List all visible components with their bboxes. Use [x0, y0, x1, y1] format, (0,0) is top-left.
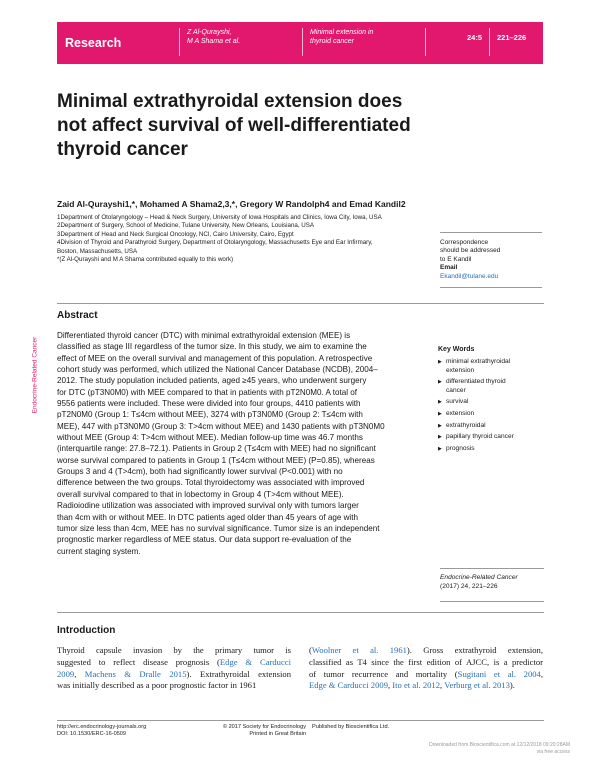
keyword-item: ▶ differentiated thyroid cancer	[438, 378, 546, 395]
keywords-list	[438, 358, 546, 456]
keywords-heading: Key Words	[438, 346, 475, 353]
reference-link[interactable]: Machens & Dralle 2015	[84, 668, 187, 679]
intro-line: (Woolner et al. 1961). Gross extrathyroid extension,	[309, 645, 543, 655]
keyword-item: ▶ prognosis	[438, 445, 546, 454]
keyword-item: ▶ minimal extrathyroidal extension	[438, 358, 546, 375]
journal-url[interactable]: http://erc.endocrinology-journals.org	[57, 724, 147, 730]
intro-line: suggested to reflect disease prognosis (Edge & Carducci	[57, 656, 291, 667]
header-authors: Z Al-Qurayshi, M A Shama et al.	[187, 29, 241, 45]
abstract-line: Differentiated thyroid cancer (DTC) with minimal extrathyroidal extension (MEE) is	[57, 331, 351, 340]
keyword-item: ▶ extrathyroidal	[438, 422, 546, 431]
abstract-line: MEE), 447 with pT3N0M0 (Group 3: T>4cm without MEE) and 1430 patients with pT3N0M0	[57, 421, 385, 431]
abstract-heading: Abstract	[57, 310, 98, 321]
header-divider	[302, 28, 303, 56]
intro-line: Edge & Carducci 2009, Ito et al. 2012, Verburg et al. 2013).	[309, 680, 515, 691]
side-journal-label: Endocrine-Related Cancer	[31, 336, 39, 414]
abstract-text	[57, 330, 427, 557]
abstract-line: Radioiodine utilization was associated with improved survival only with tumors larger	[57, 501, 359, 511]
abstract-line: 2012. The study population included patients, aged ≥45 years, who underwent surgery	[57, 376, 367, 386]
abstract-line: tumor size less than 4cm, MEE has no survival significance. Tumor size is an independent	[57, 523, 380, 533]
abstract-line: worse survival compared to patients in Group 1 (T≤4cm without MEE) (P=0.85), whereas	[57, 455, 375, 465]
abstract-line: 9556 patients were included. These were divided into four groups, 4410 patients with	[57, 399, 361, 409]
header-divider	[179, 28, 180, 56]
intro-line: classified as T4 since the first edition of AJCC, is a predictor	[309, 656, 543, 667]
abstract-line: current staging system.	[57, 546, 141, 556]
header-divider	[425, 28, 426, 56]
abstract-line: than 4cm with or without MEE. In DTC patients aged older than 45 years of age with	[57, 512, 358, 522]
page-range: 221–226	[497, 33, 527, 42]
header-divider	[489, 28, 490, 56]
footer-publisher: Published by Bioscientifica Ltd.	[312, 724, 390, 730]
intro-right-column	[309, 645, 543, 692]
email-link[interactable]: Ekandil@tulane.edu	[440, 272, 499, 280]
abstract-line: classified as stage III regardless of the tumor size. In this study, we aim to examine the	[57, 342, 367, 352]
affiliations: 1Department of Otolaryngology – Head & Neck Surgery, University of Iowa Hospitals and Clinics, Iowa City, Iowa, USA 2Department of Surgery, School of Medicine, Tulane University, New Orleans, Louisiana, USA 3Department of Head and Neck Surgical Oncology, NCI, Cairo University, Cairo, Egypt 4Division of Thyroid and Parathyroid Surgery, Department of Otolaryngology, Massachusetts Eye and Ear Infirmary, Boston, Massachusetts, USA *(Z Al-Qurayshi and M A Shama contributed equally to this work)	[57, 214, 382, 264]
journal-header-bar	[57, 22, 543, 64]
intro-line: 2009, Machens & Dralle 2015). Extrathyroidal extension	[57, 668, 291, 679]
citation-box: Endocrine-Related Cancer (2017) 24, 221–226	[440, 568, 544, 602]
reference-link[interactable]: Verburg et al. 2013	[444, 680, 510, 691]
abstract-line: without MEE (Group 4: T>4cm without MEE). Median follow-up time was 46.7 months	[57, 433, 363, 443]
footer-divider	[57, 720, 544, 721]
intro-line: was initially described as a poor prognostic factor in 1961	[57, 680, 257, 691]
reference-link[interactable]: Ito et al. 2012	[392, 680, 441, 691]
abstract-line: pT2N0M0 (Group 1: T≤4cm without MEE), 3274 with pT3N0M0 (Group 2: T≤4cm with	[57, 410, 363, 420]
article-title: Minimal extrathyroidal extension does not affect survival of well-differentiated thyroid cancer	[57, 91, 411, 160]
section-divider	[57, 303, 544, 304]
keyword-item: ▶ extension	[438, 410, 546, 419]
footer-doi	[57, 724, 146, 738]
intro-left-column	[57, 645, 291, 692]
section-divider	[57, 612, 544, 613]
abstract-line: (interquartile range: 27.8–72.1). Patients in Group 2 (T≤4cm with MEE) had no significant	[57, 444, 376, 454]
section-label: Research	[65, 36, 122, 50]
reference-link[interactable]: Woolner et al. 1961	[311, 645, 407, 655]
abstract-line: prognostic marker regardless of MEE status. Our data support re-evaluation of the	[57, 535, 352, 545]
abstract-line: cohort study was performed, which utilized the National Cancer Database (NCDB), 2004–	[57, 365, 378, 375]
doi[interactable]: DOI: 10.1530/ERC-16-0509	[57, 731, 127, 738]
volume-issue: 24:5	[467, 33, 483, 42]
keyword-item: ▶ papillary thyroid cancer	[438, 433, 546, 442]
abstract-line: effect of MEE on the overall survival and management of this population. A retrospective	[57, 353, 373, 363]
reference-link[interactable]: Edge & Carducci	[219, 656, 291, 667]
reference-link[interactable]: Edge & Carducci 2009	[309, 680, 388, 691]
author-list: Zaid Al-Qurayshi1,*, Mohamed A Shama2,3,*, Gregory W Randolph4 and Emad Kandil2	[57, 199, 406, 209]
header-running-title: Minimal extension in thyroid cancer	[310, 29, 374, 45]
introduction-heading: Introduction	[57, 625, 116, 636]
correspondence-box: Correspondence should be addressed to E Kandil Email Ekandil@tulane.edu	[440, 232, 542, 288]
reference-link[interactable]: Sugitani et al. 2004	[457, 668, 541, 679]
reference-link[interactable]: 2009	[57, 668, 75, 679]
abstract-line: for DTC (pT3N0M0) with MEE compared to that in patients with pT2N0M0. A total of	[57, 387, 358, 397]
abstract-line: Groups 3 and 4 (T>4cm), both had significantly lower survival (P<0.001) with no	[57, 467, 343, 477]
intro-line: Thyroid capsule invasion by the primary tumor is	[57, 645, 291, 655]
abstract-line: overall survival compared to that in lobectomy in Group 4 (T>4cm without MEE).	[57, 489, 344, 499]
footer-copyright: © 2017 Society for Endocrinology Printed in Great Britain	[222, 724, 306, 738]
download-notice: Downloaded from Bioscientifica.com at 12/12/2018 09:20:28AM via free access	[429, 742, 570, 755]
abstract-line: difference between the two groups. Total thyroidectomy was associated with improved	[57, 478, 365, 488]
intro-line: of tumor recurrence and mortality (Sugitani et al. 2004,	[309, 668, 543, 679]
keyword-item: ▶ survival	[438, 398, 546, 407]
